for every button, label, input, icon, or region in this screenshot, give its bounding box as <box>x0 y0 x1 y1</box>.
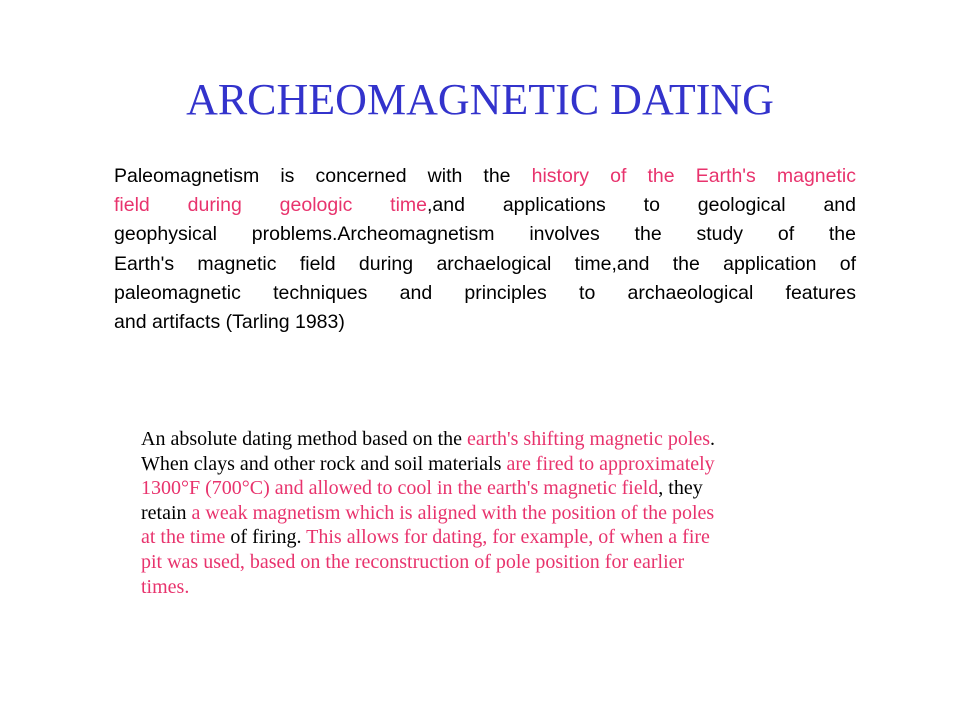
absolute-dating-paragraph <box>141 427 841 599</box>
highlighted-text-run: earth's shifting magnetic poles <box>467 428 711 450</box>
paragraph-line <box>141 525 841 550</box>
paragraph-line <box>141 427 841 452</box>
text-run: ,and applications to geological and <box>427 194 856 217</box>
text-run: of firing. <box>225 526 307 549</box>
paragraph-line <box>141 501 841 526</box>
paragraph-line <box>114 250 856 279</box>
highlighted-text-run: pit was used, based on the reconstruction of pole position for earlier <box>141 550 685 573</box>
text-run: An absolute dating method based on the <box>141 428 468 450</box>
text-run: Earth's magnetic field during archaelogical time,and the application of <box>114 252 856 275</box>
paragraph-line <box>114 220 856 249</box>
highlighted-text-run: 1300°F (700°C) and allowed to cool in the earth's magnetic field <box>141 477 659 500</box>
paragraph-line <box>141 476 841 501</box>
paleomagnetism-paragraph <box>114 162 856 337</box>
text-run: , they <box>658 477 703 500</box>
paragraph-line <box>114 279 856 308</box>
highlighted-text-run: history of the Earth's magnetic <box>531 165 856 187</box>
highlighted-text-run: a weak magnetism which is aligned with the position of the poles <box>191 501 715 524</box>
paragraph-line <box>114 191 856 220</box>
slide-title: ARCHEOMAGNETIC DATING <box>186 75 774 124</box>
highlighted-text-run: field during geologic time <box>114 194 428 217</box>
highlighted-text-run: times. <box>141 575 190 598</box>
text-run: retain <box>141 501 192 524</box>
highlighted-text-run: at the time <box>141 526 226 549</box>
text-run: . <box>710 428 716 450</box>
paragraph-line <box>141 550 841 575</box>
highlighted-text-run: This allows for dating, for example, of when a fire <box>306 526 710 549</box>
paragraph-line <box>141 452 841 477</box>
paragraph-line <box>114 308 856 337</box>
paragraph-line <box>141 575 841 600</box>
text-run: paleomagnetic techniques and principles to archaeological features <box>114 281 856 304</box>
text-run: Paleomagnetism is concerned with the <box>114 165 532 187</box>
paragraph-line <box>114 162 856 191</box>
text-run: geophysical problems.Archeomagnetism involves the study of the <box>114 223 856 246</box>
highlighted-text-run: are fired to approximately <box>506 452 715 475</box>
text-run: When clays and other rock and soil materials <box>141 452 507 475</box>
text-run: and artifacts (Tarling 1983) <box>114 311 345 334</box>
